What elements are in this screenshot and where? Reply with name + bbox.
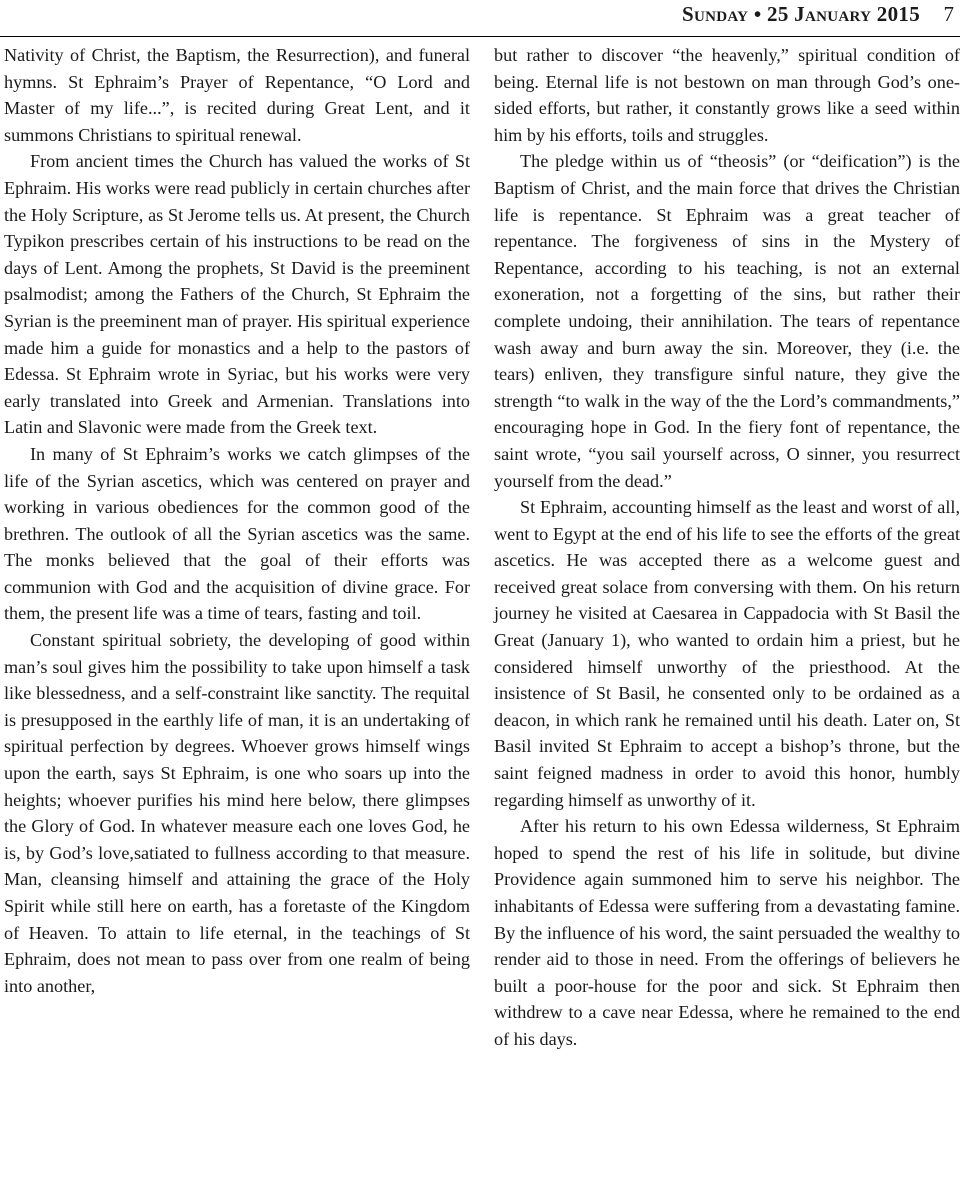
left-column bbox=[4, 42, 470, 999]
paragraph: After his return to his own Edessa wilderness, St Ephraim hoped to spend the rest of his life in solitude, but divine Providence again summoned him to serve his neighbor. The inhabitants of Edessa were suffering from a devastating famine. By the influence of his word, the saint persuaded the wealthy to render aid to those in need. From the offerings of believers he built a poor-house for the poor and sick. St Ephraim then withdrew to a cave near Edessa, where he remained to the end of his days. bbox=[494, 816, 960, 1049]
page-number: 7 bbox=[943, 2, 954, 26]
paragraph: The pledge within us of “theosis” (or “deification”) is the Baptism of Christ, and the main force that drives the Christian life is repentance. St Ephraim was a great teacher of repentance. The forgiveness of sins in the Mystery of Repentance, according to his teaching, is not an external exoneration, not a forgetting of the sins, but rather their complete undoing, their annihilation. The tears of repentance wash away and burn away the sin. Moreover, they (i.e. the tears) enliven, they transfigure sinful nature, they give the strength “to walk in the way of the the Lord’s commandments,” encouraging hope in God. In the fiery font of repentance, the saint wrote, “you sail yourself across, O sinner, you resurrect yourself from the dead.” bbox=[494, 151, 960, 491]
paragraph: From ancient times the Church has valued the works of St Ephraim. His works were read publicly in certain churches after the Holy Scripture, as St Jerome tells us. At present, the Church Typikon prescribes certain of his instructions to be read on the days of Lent. Among the prophets, St David is the preeminent psalmodist; among the Fathers of the Church, St Ephraim the Syrian is the preeminent man of prayer. His spiritual experience made him a guide for monastics and a help to the pastors of Edessa. St Ephraim wrote in Syriac, but his works were very early translated into Greek and Armenian. Translations into Latin and Slavonic were made from the Greek text. bbox=[4, 151, 470, 438]
paragraph: but rather to discover “the heavenly,” spiritual condition of being. Eternal life is not bestown on man through God’s one-sided efforts, but rather, it constantly grows like a seed within him by his efforts, toils and struggles. bbox=[494, 45, 960, 145]
running-title: Sunday • 25 January 2015 bbox=[682, 2, 920, 26]
paragraph: Nativity of Christ, the Baptism, the Resurrection), and funeral hymns. St Ephraim’s Prayer of Repentance, “O Lord and Master of my life...”, is recited during Great Lent, and it summons Christians to spiritual renewal. bbox=[4, 45, 470, 145]
right-column bbox=[494, 42, 960, 1053]
paragraph: St Ephraim, accounting himself as the least and worst of all, went to Egypt at the end of his life to see the efforts of the great ascetics. He was accepted there as a welcome guest and received great solace from conversing with them. On his return journey he visited at Caesarea in Cappadocia with St Basil the Great (January 1), who wanted to ordain him a priest, but he considered himself unworthy of the priesthood. At the insistence of St Basil, he consented only to be ordained as a deacon, in which rank he remained until his death. Later on, St Basil invited St Ephraim to accept a bishop’s throne, but the saint feigned madness in order to avoid this honor, humbly regarding himself as unworthy of it. bbox=[494, 497, 960, 810]
paragraph: Constant spiritual sobriety, the developing of good within man’s soul gives him the possibility to take upon himself a task like blessedness, and a self-constraint like sanctity. The requital is presupposed in the earthly life of man, it is an undertaking of spiritual perfection by degrees. Whoever grows himself wings upon the earth, says St Ephraim, is one who soars up into the heights; whoever purifies his mind here below, there glimpses the Glory of God. In whatever measure each one loves God, he is, by God’s love,satiated to fullness according to that measure. Man, cleansing himself and attaining the grace of the Holy Spirit while still here on earth, has a foretaste of the Kingdom of Heaven. To attain to life eternal, in the teachings of St Ephraim, does not mean to pass over from one realm of being into another, bbox=[4, 630, 470, 996]
paragraph: In many of St Ephraim’s works we catch glimpses of the life of the Syrian ascetics, which was centered on prayer and working in various obediences for the common good of the brethren. The outlook of all the Syrian ascetics was the same. The monks believed that the goal of their efforts was communion with God and the acquisition of divine grace. For them, the present life was a time of tears, fasting and toil. bbox=[4, 443, 470, 624]
